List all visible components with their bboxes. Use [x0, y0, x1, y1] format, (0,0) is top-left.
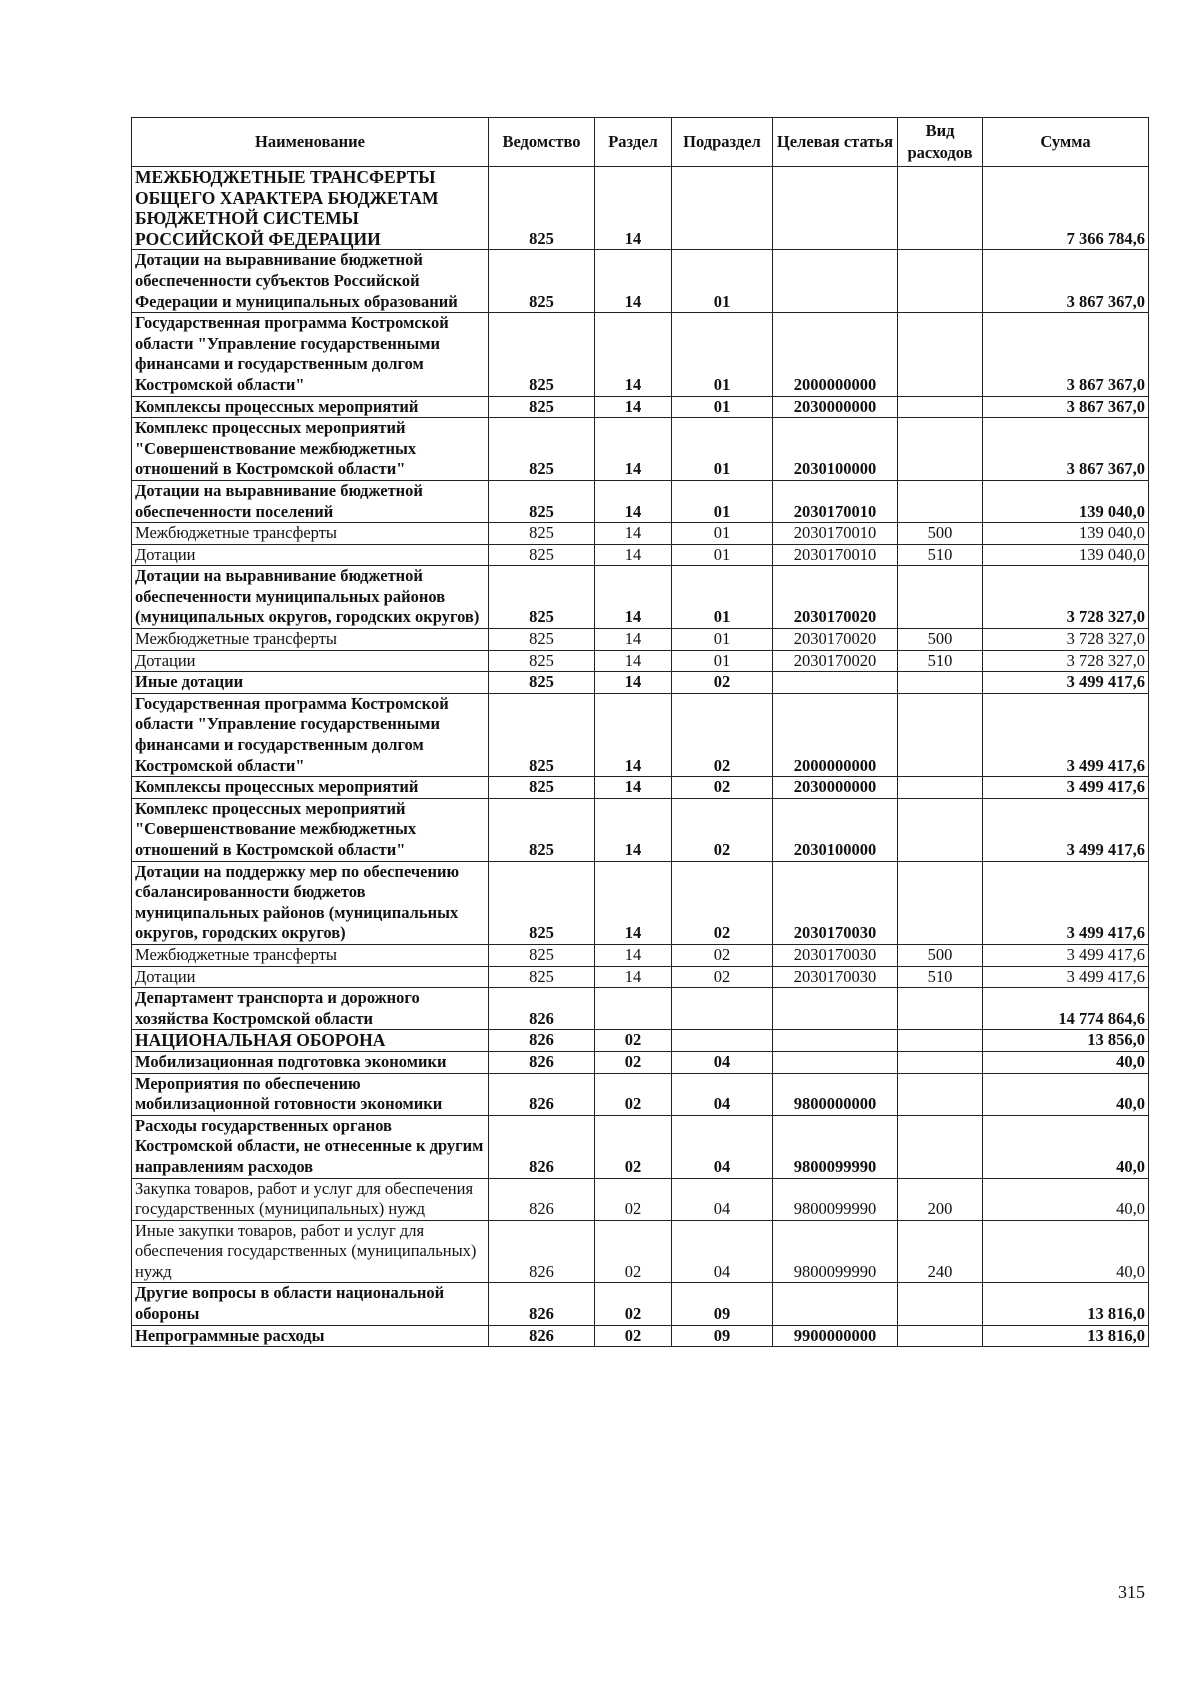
cell-name: Межбюджетные трансферты	[132, 523, 489, 545]
cell-subsection	[672, 988, 773, 1030]
table-row	[132, 777, 1149, 799]
table-row	[132, 629, 1149, 651]
cell-section: 14	[595, 629, 672, 651]
cell-section: 14	[595, 523, 672, 545]
cell-target-article	[773, 167, 898, 250]
cell-amount: 3 867 367,0	[983, 396, 1149, 418]
cell-subsection: 01	[672, 544, 773, 566]
cell-expense-type	[898, 1283, 983, 1325]
cell-amount: 40,0	[983, 1073, 1149, 1115]
cell-expense-type: 500	[898, 523, 983, 545]
cell-expense-type	[898, 1325, 983, 1347]
cell-name: Комплекс процессных мероприятий "Совершенствование межбюджетных отношений в Костромской области"	[132, 418, 489, 481]
table-row	[132, 396, 1149, 418]
table-row	[132, 672, 1149, 694]
cell-name: Дотации на выравнивание бюджетной обеспеченности субъектов Российской Федерации и муниципальных образований	[132, 250, 489, 313]
cell-target-article: 2030000000	[773, 396, 898, 418]
table-row	[132, 566, 1149, 629]
cell-name: Иные закупки товаров, работ и услуг для обеспечения государственных (муниципальных) нужд	[132, 1220, 489, 1283]
cell-name: Дотации	[132, 650, 489, 672]
table-row	[132, 167, 1149, 250]
cell-amount: 139 040,0	[983, 523, 1149, 545]
page-number: 315	[1118, 1582, 1145, 1602]
cell-subsection: 02	[672, 672, 773, 694]
cell-amount: 3 499 417,6	[983, 944, 1149, 966]
cell-expense-type	[898, 1073, 983, 1115]
cell-target-article	[773, 1051, 898, 1073]
cell-target-article	[773, 1283, 898, 1325]
cell-department: 825	[489, 629, 595, 651]
cell-expense-type	[898, 988, 983, 1030]
table-body	[132, 167, 1149, 1347]
cell-amount: 3 499 417,6	[983, 966, 1149, 988]
cell-department: 826	[489, 1051, 595, 1073]
cell-amount: 13 856,0	[983, 1030, 1149, 1052]
cell-department: 825	[489, 966, 595, 988]
header-department: Ведомство	[489, 118, 595, 167]
table-row	[132, 650, 1149, 672]
cell-subsection: 09	[672, 1325, 773, 1347]
cell-section: 14	[595, 966, 672, 988]
cell-target-article: 9800099990	[773, 1115, 898, 1178]
cell-name: Департамент транспорта и дорожного хозяйства Костромской области	[132, 988, 489, 1030]
table-row	[132, 250, 1149, 313]
cell-target-article	[773, 672, 898, 694]
cell-name: Комплексы процессных мероприятий	[132, 777, 489, 799]
table-row	[132, 523, 1149, 545]
header-subsection: Подраздел	[672, 118, 773, 167]
cell-name: Комплексы процессных мероприятий	[132, 396, 489, 418]
cell-expense-type: 200	[898, 1178, 983, 1220]
cell-subsection: 01	[672, 650, 773, 672]
cell-name: Дотации	[132, 966, 489, 988]
cell-expense-type	[898, 693, 983, 776]
cell-department: 825	[489, 544, 595, 566]
cell-expense-type: 510	[898, 650, 983, 672]
cell-department: 826	[489, 1325, 595, 1347]
cell-section: 14	[595, 313, 672, 396]
table-row	[132, 1325, 1149, 1347]
table-row	[132, 313, 1149, 396]
cell-target-article: 2000000000	[773, 693, 898, 776]
cell-subsection: 02	[672, 777, 773, 799]
cell-amount: 3 499 417,6	[983, 672, 1149, 694]
cell-target-article: 2030170030	[773, 861, 898, 944]
cell-name: Государственная программа Костромской области "Управление государственными финансами и государственным долгом Костромской области"	[132, 313, 489, 396]
cell-subsection: 01	[672, 566, 773, 629]
cell-expense-type: 240	[898, 1220, 983, 1283]
cell-amount: 3 728 327,0	[983, 566, 1149, 629]
cell-amount: 3 867 367,0	[983, 250, 1149, 313]
cell-expense-type: 500	[898, 944, 983, 966]
cell-target-article: 2030170010	[773, 544, 898, 566]
cell-department: 826	[489, 1073, 595, 1115]
cell-section: 02	[595, 1283, 672, 1325]
table-row	[132, 1051, 1149, 1073]
header-expense-type: Вид расходов	[898, 118, 983, 167]
cell-expense-type	[898, 566, 983, 629]
table-header-row	[132, 118, 1149, 167]
cell-subsection: 01	[672, 629, 773, 651]
cell-name: Мероприятия по обеспечению мобилизационной готовности экономики	[132, 1073, 489, 1115]
cell-target-article	[773, 988, 898, 1030]
cell-subsection: 01	[672, 523, 773, 545]
table-row	[132, 1283, 1149, 1325]
cell-expense-type	[898, 672, 983, 694]
cell-target-article: 9800099990	[773, 1178, 898, 1220]
cell-amount: 3 728 327,0	[983, 629, 1149, 651]
cell-department: 826	[489, 1283, 595, 1325]
cell-amount: 3 499 417,6	[983, 777, 1149, 799]
cell-name: Дотации на выравнивание бюджетной обеспеченности муниципальных районов (муниципальных округов, городских округов)	[132, 566, 489, 629]
cell-section: 14	[595, 798, 672, 861]
cell-department: 825	[489, 396, 595, 418]
cell-amount: 40,0	[983, 1051, 1149, 1073]
cell-section: 02	[595, 1220, 672, 1283]
table-row	[132, 966, 1149, 988]
cell-section: 14	[595, 672, 672, 694]
cell-subsection: 04	[672, 1178, 773, 1220]
cell-target-article: 2030100000	[773, 418, 898, 481]
cell-amount: 139 040,0	[983, 480, 1149, 522]
header-amount: Сумма	[983, 118, 1149, 167]
cell-department: 825	[489, 313, 595, 396]
table-row	[132, 544, 1149, 566]
cell-department: 825	[489, 167, 595, 250]
table-row	[132, 418, 1149, 481]
cell-target-article: 2030170030	[773, 944, 898, 966]
cell-subsection: 02	[672, 861, 773, 944]
header-target-article: Целевая статья	[773, 118, 898, 167]
cell-target-article: 2030170030	[773, 966, 898, 988]
cell-department: 825	[489, 944, 595, 966]
cell-name: Дотации на выравнивание бюджетной обеспеченности поселений	[132, 480, 489, 522]
cell-subsection: 02	[672, 944, 773, 966]
cell-amount: 7 366 784,6	[983, 167, 1149, 250]
table-row	[132, 1030, 1149, 1052]
cell-department: 825	[489, 861, 595, 944]
cell-amount: 3 499 417,6	[983, 861, 1149, 944]
cell-subsection: 04	[672, 1051, 773, 1073]
cell-target-article: 2030170010	[773, 480, 898, 522]
cell-department: 826	[489, 1115, 595, 1178]
cell-subsection: 04	[672, 1073, 773, 1115]
cell-section: 14	[595, 861, 672, 944]
cell-department: 825	[489, 672, 595, 694]
cell-target-article: 2030170020	[773, 629, 898, 651]
header-name: Наименование	[132, 118, 489, 167]
cell-department: 825	[489, 798, 595, 861]
table-row	[132, 861, 1149, 944]
budget-table	[131, 117, 1149, 1347]
cell-department: 825	[489, 693, 595, 776]
cell-expense-type	[898, 1051, 983, 1073]
table-row	[132, 1073, 1149, 1115]
cell-section: 14	[595, 480, 672, 522]
cell-department: 825	[489, 418, 595, 481]
cell-section	[595, 988, 672, 1030]
table-row	[132, 1115, 1149, 1178]
cell-department: 826	[489, 988, 595, 1030]
cell-amount: 139 040,0	[983, 544, 1149, 566]
cell-section: 14	[595, 777, 672, 799]
cell-expense-type: 510	[898, 544, 983, 566]
cell-amount: 3 867 367,0	[983, 418, 1149, 481]
cell-name: Комплекс процессных мероприятий "Совершенствование межбюджетных отношений в Костромской области"	[132, 798, 489, 861]
cell-target-article: 2030170020	[773, 650, 898, 672]
cell-expense-type	[898, 798, 983, 861]
cell-amount: 40,0	[983, 1178, 1149, 1220]
table-row	[132, 693, 1149, 776]
cell-expense-type	[898, 313, 983, 396]
cell-amount: 13 816,0	[983, 1325, 1149, 1347]
cell-target-article: 9800000000	[773, 1073, 898, 1115]
cell-section: 14	[595, 693, 672, 776]
cell-section: 14	[595, 650, 672, 672]
cell-expense-type	[898, 250, 983, 313]
cell-name: Государственная программа Костромской области "Управление государственными финансами и государственным долгом Костромской области"	[132, 693, 489, 776]
cell-section: 02	[595, 1325, 672, 1347]
cell-section: 14	[595, 396, 672, 418]
cell-department: 826	[489, 1220, 595, 1283]
cell-subsection: 02	[672, 693, 773, 776]
cell-target-article: 2030170010	[773, 523, 898, 545]
cell-amount: 3 499 417,6	[983, 693, 1149, 776]
cell-target-article: 2030000000	[773, 777, 898, 799]
table-row	[132, 480, 1149, 522]
cell-department: 825	[489, 650, 595, 672]
cell-section: 14	[595, 250, 672, 313]
table-row	[132, 1178, 1149, 1220]
cell-section: 14	[595, 167, 672, 250]
cell-expense-type	[898, 480, 983, 522]
cell-target-article: 2030100000	[773, 798, 898, 861]
cell-expense-type	[898, 396, 983, 418]
table-row	[132, 944, 1149, 966]
cell-department: 825	[489, 480, 595, 522]
cell-amount: 40,0	[983, 1115, 1149, 1178]
table-row	[132, 1220, 1149, 1283]
cell-subsection: 04	[672, 1115, 773, 1178]
cell-name: Дотации на поддержку мер по обеспечению сбалансированности бюджетов муниципальных районов (муниципальных округов, городских округов)	[132, 861, 489, 944]
cell-name: Непрограммные расходы	[132, 1325, 489, 1347]
cell-target-article: 2030170020	[773, 566, 898, 629]
table-row	[132, 988, 1149, 1030]
cell-subsection: 01	[672, 250, 773, 313]
cell-section: 14	[595, 544, 672, 566]
cell-section: 02	[595, 1073, 672, 1115]
cell-subsection: 01	[672, 313, 773, 396]
cell-amount: 3 499 417,6	[983, 798, 1149, 861]
cell-section: 14	[595, 566, 672, 629]
cell-amount: 3 867 367,0	[983, 313, 1149, 396]
cell-name: Дотации	[132, 544, 489, 566]
cell-name: Расходы государственных органов Костромской области, не отнесенные к другим направлениям расходов	[132, 1115, 489, 1178]
cell-expense-type: 510	[898, 966, 983, 988]
cell-section: 02	[595, 1178, 672, 1220]
cell-subsection: 01	[672, 418, 773, 481]
cell-department: 825	[489, 566, 595, 629]
cell-subsection: 09	[672, 1283, 773, 1325]
cell-section: 02	[595, 1115, 672, 1178]
cell-section: 14	[595, 418, 672, 481]
cell-name: НАЦИОНАЛЬНАЯ ОБОРОНА	[132, 1030, 489, 1052]
cell-expense-type	[898, 777, 983, 799]
cell-name: Мобилизационная подготовка экономики	[132, 1051, 489, 1073]
cell-subsection: 02	[672, 966, 773, 988]
cell-expense-type	[898, 418, 983, 481]
cell-subsection: 01	[672, 480, 773, 522]
cell-subsection: 04	[672, 1220, 773, 1283]
cell-expense-type	[898, 1030, 983, 1052]
cell-subsection	[672, 1030, 773, 1052]
cell-name: Закупка товаров, работ и услуг для обеспечения государственных (муниципальных) нужд	[132, 1178, 489, 1220]
cell-name: Иные дотации	[132, 672, 489, 694]
cell-amount: 40,0	[983, 1220, 1149, 1283]
cell-expense-type	[898, 861, 983, 944]
cell-amount: 3 728 327,0	[983, 650, 1149, 672]
cell-expense-type	[898, 167, 983, 250]
cell-subsection: 01	[672, 396, 773, 418]
cell-subsection: 02	[672, 798, 773, 861]
cell-expense-type: 500	[898, 629, 983, 651]
cell-name: МЕЖБЮДЖЕТНЫЕ ТРАНСФЕРТЫ ОБЩЕГО ХАРАКТЕРА БЮДЖЕТАМ БЮДЖЕТНОЙ СИСТЕМЫ РОССИЙСКОЙ ФЕДЕРАЦИИ	[132, 167, 489, 250]
cell-department: 825	[489, 250, 595, 313]
cell-department: 826	[489, 1030, 595, 1052]
table-row	[132, 798, 1149, 861]
cell-section: 02	[595, 1030, 672, 1052]
cell-amount: 13 816,0	[983, 1283, 1149, 1325]
cell-target-article	[773, 250, 898, 313]
cell-target-article: 9800099990	[773, 1220, 898, 1283]
cell-subsection	[672, 167, 773, 250]
cell-name: Межбюджетные трансферты	[132, 944, 489, 966]
cell-target-article: 9900000000	[773, 1325, 898, 1347]
header-section: Раздел	[595, 118, 672, 167]
cell-section: 02	[595, 1051, 672, 1073]
cell-section: 14	[595, 944, 672, 966]
cell-name: Другие вопросы в области национальной обороны	[132, 1283, 489, 1325]
cell-amount: 14 774 864,6	[983, 988, 1149, 1030]
cell-target-article: 2000000000	[773, 313, 898, 396]
cell-department: 826	[489, 1178, 595, 1220]
cell-department: 825	[489, 523, 595, 545]
cell-department: 825	[489, 777, 595, 799]
cell-expense-type	[898, 1115, 983, 1178]
cell-target-article	[773, 1030, 898, 1052]
cell-name: Межбюджетные трансферты	[132, 629, 489, 651]
